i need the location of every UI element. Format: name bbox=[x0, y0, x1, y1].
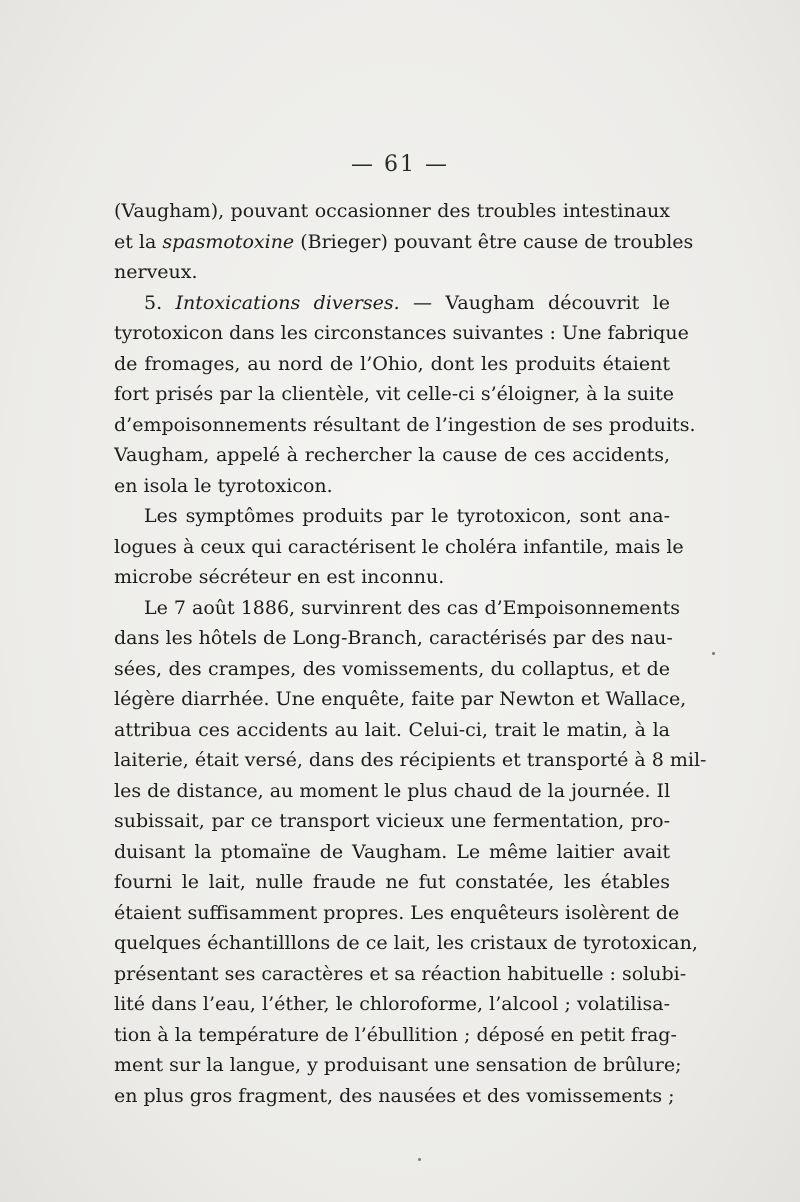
text-span: (Brieger) pouvant être cause de troubles bbox=[294, 230, 694, 253]
text-line: laiterie, était versé, dans des récipients et transporté à 8 mil- bbox=[114, 749, 707, 771]
section-title: Intoxications diverses. bbox=[175, 291, 400, 314]
text-line: étaient suffisamment propres. Les enquêteurs isolèrent de bbox=[114, 901, 680, 924]
text-line: nerveux. bbox=[114, 261, 198, 283]
text-line: en isola le tyrotoxicon. bbox=[114, 474, 333, 497]
text-line: ment sur la langue, y produisant une sensation de brûlure; bbox=[114, 1054, 682, 1076]
body-text bbox=[114, 196, 707, 1111]
text-span: — Vaugham découvrit le bbox=[399, 291, 670, 314]
section-heading-line bbox=[114, 288, 670, 319]
page-number: — 61 — bbox=[351, 152, 449, 177]
text-line: légère diarrhée. Une enquête, faite par Newton et Wallace, bbox=[114, 688, 687, 710]
text-line bbox=[114, 227, 694, 258]
section-number: 5. bbox=[144, 291, 176, 314]
italic-term: spasmotoxine bbox=[162, 230, 295, 253]
text-line: lité dans l’eau, l’éther, le chloroforme, l’alcool ; volatilisa- bbox=[114, 993, 670, 1015]
text-line: (Vaugham), pouvant occasionner des troubles intestinaux bbox=[114, 200, 670, 222]
text-line: Le 7 août 1886, survinrent des cas d’Empoisonnements bbox=[144, 596, 681, 619]
text-span: et la bbox=[114, 230, 163, 253]
paper-speck bbox=[418, 1158, 421, 1161]
text-line: d’empoisonnements résultant de l’ingestion de ses produits. bbox=[114, 413, 696, 436]
text-line: duisant la ptomaïne de Vaugham. Le même laitier avait bbox=[114, 840, 670, 863]
text-line: Vaugham, appelé à rechercher la cause de ces accidents, bbox=[114, 444, 670, 466]
text-line: en plus gros fragment, des nausées et des vomissements ; bbox=[114, 1084, 675, 1107]
text-line: fourni le lait, nulle fraude ne fut constatée, les étables bbox=[114, 871, 670, 893]
text-line: dans les hôtels de Long-Branch, caractérisés par des nau- bbox=[114, 627, 673, 649]
text-line: tion à la température de l’ébullition ; déposé en petit frag- bbox=[114, 1023, 677, 1046]
text-line: microbe sécréteur en est inconnu. bbox=[114, 566, 445, 588]
text-line: logues à ceux qui caractérisent le choléra infantile, mais le bbox=[114, 535, 684, 558]
text-line: tyrotoxicon dans les circonstances suivantes : Une fabrique bbox=[114, 322, 689, 344]
text-line: subissait, par ce transport vicieux une fermentation, pro- bbox=[114, 810, 670, 832]
text-line: fort prisés par la clientèle, vit celle-ci s’éloigner, à la suite bbox=[114, 383, 674, 405]
paper-speck bbox=[712, 652, 715, 655]
text-line: présentant ses caractères et sa réaction habituelle : solubi- bbox=[114, 962, 687, 985]
text-line: sées, des crampes, des vomissements, du collaptus, et de bbox=[114, 657, 670, 680]
text-line: de fromages, au nord de l’Ohio, dont les produits étaient bbox=[114, 352, 670, 375]
text-line: Les symptômes produits par le tyrotoxicon, sont ana- bbox=[144, 505, 670, 527]
text-line: attribua ces accidents au lait. Celui-ci, trait le matin, à la bbox=[114, 718, 670, 741]
text-line: quelques échantilllons de ce lait, les cristaux de tyrotoxican, bbox=[114, 932, 698, 954]
text-line: les de distance, au moment le plus chaud de la journée. Il bbox=[114, 779, 671, 802]
